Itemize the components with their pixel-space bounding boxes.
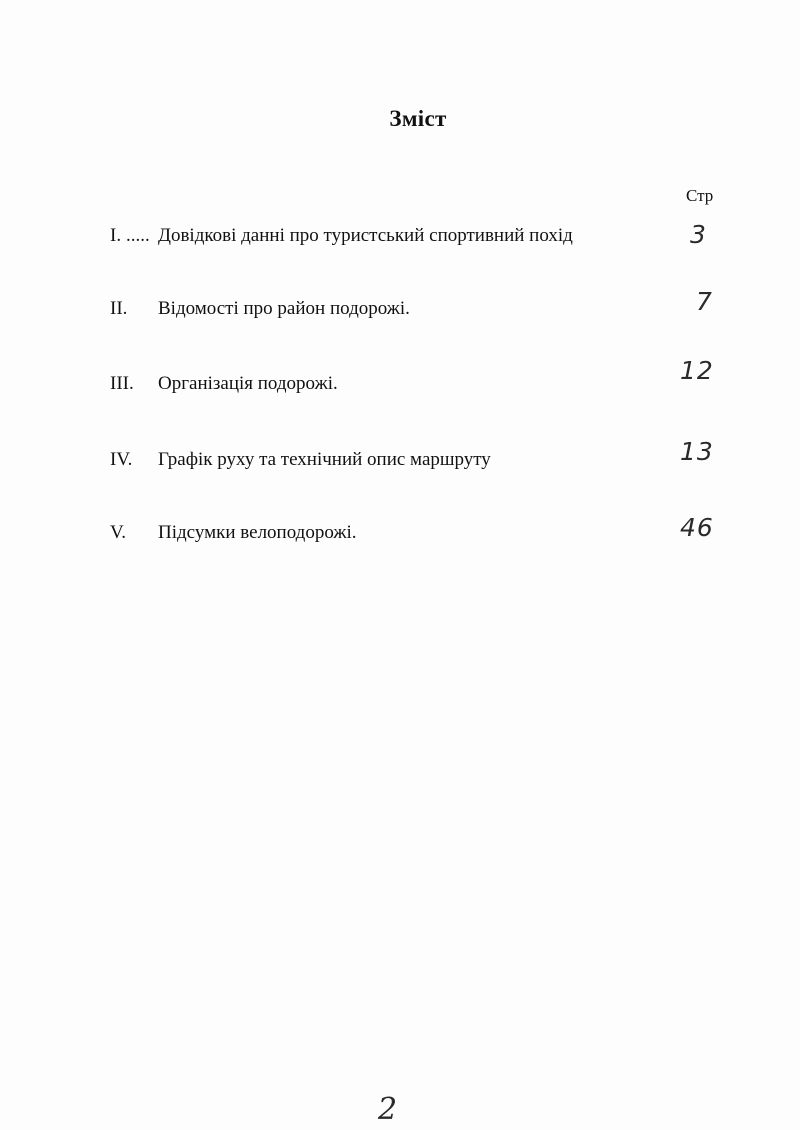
toc-entry-title: Довідкові данні про туристський спортивний похід — [158, 225, 573, 246]
toc-entry-numeral: I. — [110, 225, 122, 246]
toc-entry — [110, 225, 730, 265]
toc-entry-page-number: 12 — [680, 356, 714, 385]
toc-entry-leader: ..... — [126, 225, 150, 246]
toc-entry-title: Відомості про район подорожі. — [158, 298, 410, 319]
toc-entry-numeral: III. — [110, 373, 134, 394]
toc-heading: Зміст — [389, 106, 447, 131]
toc-entry-numeral: II. — [110, 298, 128, 319]
toc-entry-numeral: IV. — [110, 449, 133, 470]
toc-entry — [110, 449, 730, 489]
page-folio-number: 2 — [378, 1092, 398, 1127]
toc-entry-numeral: V. — [110, 522, 127, 543]
toc-entry-page-number: 46 — [680, 513, 714, 542]
toc-entry-page-number: 3 — [690, 220, 707, 249]
toc-entry-title: Графік руху та технічний опис маршруту — [158, 449, 491, 470]
toc-entry-title: Організація подорожі. — [158, 373, 338, 394]
page-column-label: Стр — [686, 186, 714, 205]
toc-entry-page-number: 7 — [696, 287, 713, 316]
toc-entry-title: Підсумки велоподорожі. — [158, 522, 357, 543]
toc-entry — [110, 373, 730, 413]
toc-entry-page-number: 13 — [680, 437, 714, 466]
toc-entry — [110, 522, 730, 562]
toc-entry — [110, 298, 730, 338]
